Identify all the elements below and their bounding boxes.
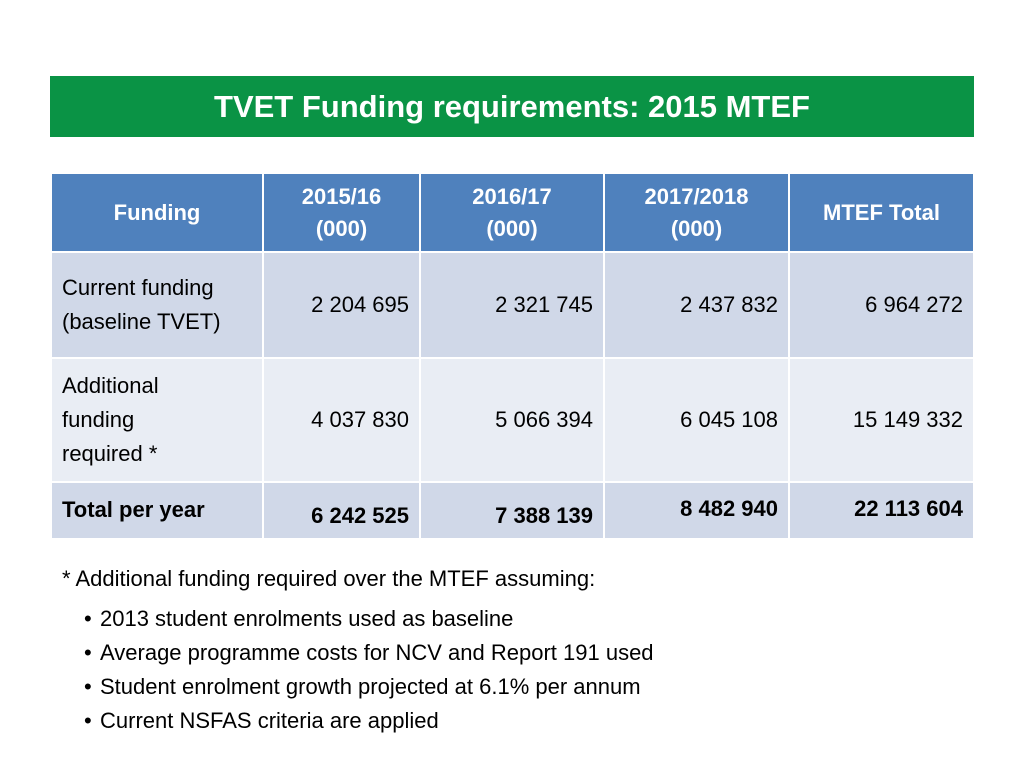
table-cell: 2 204 695 <box>263 252 420 358</box>
table-cell: 22 113 604 <box>789 482 974 539</box>
assumptions-notes <box>62 562 654 738</box>
bullet-icon: • <box>84 640 92 665</box>
header-2016-17: 2016/17 (000) <box>420 173 604 252</box>
header-2015-16: 2015/16 (000) <box>263 173 420 252</box>
table-cell: 4 037 830 <box>263 358 420 482</box>
table-cell: 8 482 940 <box>604 482 789 539</box>
table-cell: 6 045 108 <box>604 358 789 482</box>
table-cell: 6 242 525 <box>263 482 420 539</box>
row-label: Total per year <box>51 482 263 539</box>
notes-intro: * Additional funding required over the MTEF assuming: <box>62 566 596 591</box>
table-cell: 2 321 745 <box>420 252 604 358</box>
list-item: • 2013 student enrolments used as baseline <box>84 602 654 636</box>
funding-table <box>50 172 975 540</box>
table-cell: 15 149 332 <box>789 358 974 482</box>
bullet-icon: • <box>84 674 92 699</box>
table-row-current-funding <box>51 252 974 358</box>
assumptions-list <box>62 602 654 738</box>
header-mtef-total: MTEF Total <box>789 173 974 252</box>
list-item: • Average programme costs for NCV and Report 191 used <box>84 636 654 670</box>
table-cell: 5 066 394 <box>420 358 604 482</box>
bullet-icon: • <box>84 606 92 631</box>
list-item: • Current NSFAS criteria are applied <box>84 704 654 738</box>
list-item: • Student enrolment growth projected at 6.1% per annum <box>84 670 654 704</box>
page-title: TVET Funding requirements: 2015 MTEF <box>214 88 810 124</box>
table-cell: 7 388 139 <box>420 482 604 539</box>
table-cell: 2 437 832 <box>604 252 789 358</box>
row-label: Additional funding required * <box>51 358 263 482</box>
title-banner <box>50 76 974 137</box>
header-funding: Funding <box>51 173 263 252</box>
bullet-icon: • <box>84 708 92 733</box>
row-label: Current funding (baseline TVET) <box>51 252 263 358</box>
table-header-row <box>51 173 974 252</box>
table-row-total-per-year <box>51 482 974 539</box>
table-row-additional-funding <box>51 358 974 482</box>
table-cell: 6 964 272 <box>789 252 974 358</box>
header-2017-2018: 2017/2018 (000) <box>604 173 789 252</box>
